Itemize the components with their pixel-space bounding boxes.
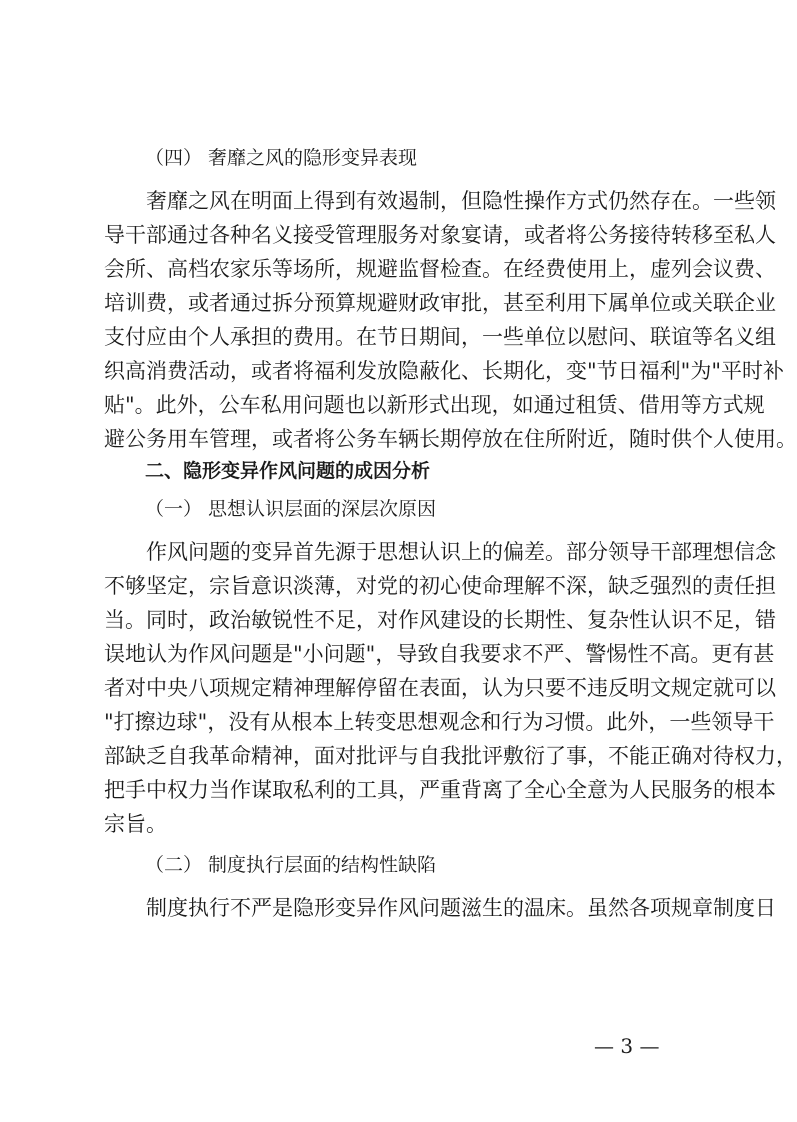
paragraph-line: 误地认为作风问题是"小问题"，导致自我要求不严、警惕性不高。更有甚 <box>104 642 775 666</box>
paragraph-line: 当。同时，政治敏锐性不足，对作风建设的长期性、复杂性认识不足，错 <box>104 608 776 632</box>
paragraph-line: 会所、高档农家乐等场所，规避监督检查。在经费使用上，虚列会议费、 <box>104 257 776 281</box>
page-number: — 3 — <box>594 1034 660 1058</box>
paragraph-line: 宗旨。 <box>104 812 167 836</box>
paragraph-line: 培训费，或者通过拆分预算规避财政审批，甚至利用下属单位或关联企业 <box>104 291 776 315</box>
paragraph-line: 织高消费活动，或者将福利发放隐蔽化、长期化，变"节日福利"为"平时补 <box>104 359 784 383</box>
paragraph-line: 支付应由个人承担的费用。在节日期间，一些单位以慰问、联谊等名义组 <box>104 325 776 349</box>
section-four-heading: （四） 奢靡之风的隐形变异表现 <box>145 147 418 169</box>
paragraph-line: "打擦边球"，没有从根本上转变思想观念和行为习惯。此外，一些领导干 <box>104 710 775 734</box>
paragraph-line: 制度执行不严是隐形变异作风问题滋生的温床。虽然各项规章制度日 <box>146 896 776 920</box>
paragraph-line: 部缺乏自我革命精神，面对批评与自我批评敷衍了事，不能正确对待权力， <box>104 744 797 768</box>
section-two-heading: （二） 制度执行层面的结构性缺陷 <box>145 854 437 876</box>
document-body <box>104 146 797 925</box>
paragraph-line: 把手中权力当作谋取私利的工具，严重背离了全心全意为人民服务的根本 <box>104 778 776 802</box>
paragraph-line: 作风问题的变异首先源于思想认识上的偏差。部分领导干部理想信念 <box>146 540 776 564</box>
paragraph-line: 导干部通过各种名义接受管理服务对象宴请，或者将公务接待转移至私人 <box>104 223 776 247</box>
paragraph-line: 避公务用车管理，或者将公务车辆长期停放在住所附近，随时供个人使用。 <box>104 427 797 451</box>
chapter-two-heading: 二、隐形变异作风问题的成因分析 <box>145 460 431 482</box>
paragraph-line: 者对中央八项规定精神理解停留在表面，认为只要不违反明文规定就可以 <box>104 676 776 700</box>
paragraph-line: 奢靡之风在明面上得到有效遏制，但隐性操作方式仍然存在。一些领 <box>146 189 776 213</box>
paragraph-line: 贴"。此外，公车私用问题也以新形式出现，如通过租赁、借用等方式规 <box>104 393 765 417</box>
section-one-heading: （一） 思想认识层面的深层次原因 <box>145 498 437 520</box>
paragraph-line: 不够坚定，宗旨意识淡薄，对党的初心使命理解不深，缺乏强烈的责任担 <box>104 574 776 598</box>
section-spacer <box>104 841 698 853</box>
